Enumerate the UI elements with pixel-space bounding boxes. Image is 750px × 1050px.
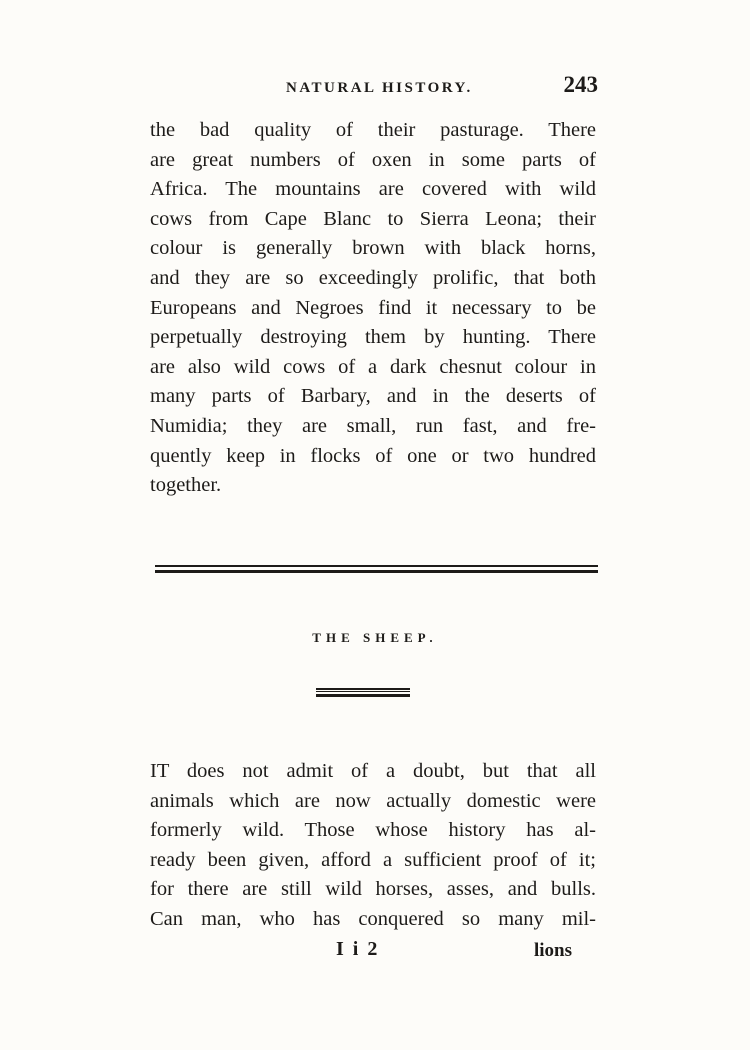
running-title: NATURAL HISTORY. xyxy=(286,80,473,96)
text-line: colour is generally brown with black horns, xyxy=(150,237,596,260)
text-line: the bad quality of their pasturage. There xyxy=(150,119,596,141)
text-line: Numidia; they are small, run fast, and fre- xyxy=(150,414,596,437)
text-line: cows from Cape Blanc to Sierra Leona; their xyxy=(150,207,596,230)
text-line: perpetually destroying them by hunting. There xyxy=(150,326,596,349)
text-line: together. xyxy=(150,474,222,497)
text-line: for there are still wild horses, asses, and bulls. xyxy=(150,878,596,901)
page-number: 243 xyxy=(563,72,598,97)
text-line: ready been given, afford a sufficient proof of it; xyxy=(150,848,596,871)
text-line: quently keep in flocks of one or two hundred xyxy=(150,444,596,467)
paragraph-oxen xyxy=(150,116,596,501)
title-ornament-rule xyxy=(316,688,410,697)
text-line: many parts of Barbary, and in the deserts of xyxy=(150,385,596,408)
section-title: THE SHEEP. xyxy=(312,630,438,645)
text-line: IT does not admit of a doubt, but that all xyxy=(150,760,596,782)
text-line: formerly wild. Those whose history has al- xyxy=(150,819,596,842)
text-line: Can man, who has conquered so many mil- xyxy=(150,907,596,930)
text-line: are also wild cows of a dark chesnut colour in xyxy=(150,355,596,378)
signature-mark: I i 2 xyxy=(336,938,380,960)
text-line: and they are so exceedingly prolific, that both xyxy=(150,266,596,289)
text-line: are great numbers of oxen in some parts of xyxy=(150,148,596,171)
text-line: Europeans and Negroes find it necessary to be xyxy=(150,296,596,319)
catchword: lions xyxy=(534,940,573,961)
section-divider-rule xyxy=(155,565,598,573)
running-head xyxy=(150,70,600,104)
paragraph-sheep xyxy=(150,757,596,935)
text-line: Africa. The mountains are covered with wild xyxy=(150,178,596,201)
text-line: animals which are now actually domestic were xyxy=(150,789,596,812)
